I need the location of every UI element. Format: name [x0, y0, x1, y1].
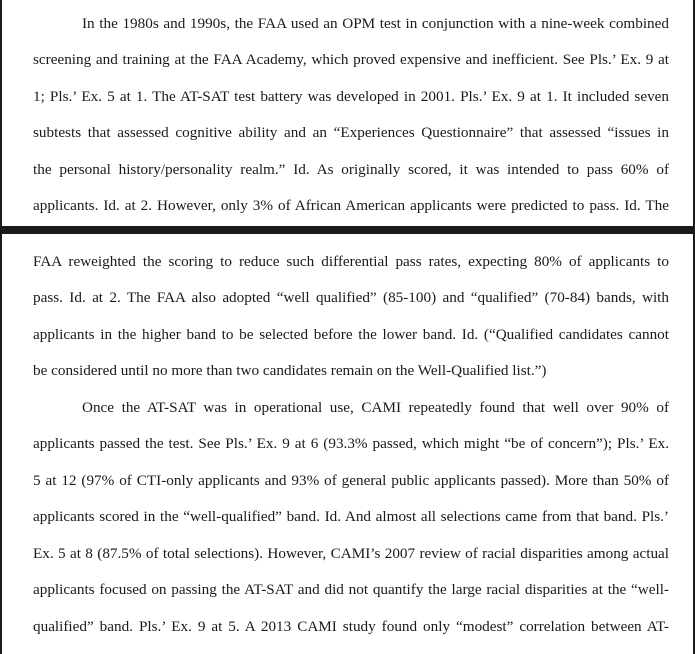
text-line: pass. Id. at 2. The FAA also adopted “well qualified” (85-100) and “qualified” (70-84) bands, with	[33, 289, 669, 306]
text-line: FAA reweighted the scoring to reduce such differential pass rates, expecting 80% of applicants to	[33, 253, 669, 270]
text-line: Ex. 5 at 8 (87.5% of total selections). However, CAMI’s 2007 review of racial disparities among actual	[33, 545, 669, 562]
text-line: applicants focused on passing the AT-SAT and did not quantify the large racial disparities at the “well-	[33, 581, 669, 598]
document-page-top	[2, 0, 693, 226]
text-line: applicants passed the test. See Pls.’ Ex. 9 at 6 (93.3% passed, which might “be of concern”); Pls.’ Ex.	[33, 435, 669, 452]
text-line: the personal history/personality realm.” Id. As originally scored, it was intended to pass 60% of	[33, 161, 669, 178]
text-line: 1; Pls.’ Ex. 5 at 1. The AT-SAT test battery was developed in 2001. Pls.’ Ex. 9 at 1. It included seven	[33, 88, 669, 105]
text-line: qualified” band. Pls.’ Ex. 9 at 5. A 2013 CAMI study found only “modest” correlation between AT-	[33, 618, 669, 635]
text-line: applicants. Id. at 2. However, only 3% of African American applicants were predicted to pass. Id. The	[33, 197, 669, 214]
document-page-bottom	[2, 234, 693, 654]
text-line: applicants scored in the “well-qualified” band. Id. And almost all selections came from that band. Pls.’	[33, 508, 669, 525]
text-line: Once the AT-SAT was in operational use, CAMI repeatedly found that well over 90% of	[82, 399, 669, 416]
text-line: applicants in the higher band to be selected before the lower band. Id. (“Qualified candidates cannot	[33, 326, 669, 343]
text-line: In the 1980s and 1990s, the FAA used an OPM test in conjunction with a nine-week combined	[82, 15, 669, 32]
text-line: screening and training at the FAA Academy, which proved expensive and inefficient. See Pls.’ Ex. 9 at	[33, 51, 669, 68]
text-line: 5 at 12 (97% of CTI-only applicants and 93% of general public applicants passed). More than 50% of	[33, 472, 669, 489]
text-line: subtests that assessed cognitive ability and an “Experiences Questionnaire” that assessed “issues in	[33, 124, 669, 141]
text-line: be considered until no more than two candidates remain on the Well-Qualified list.”)	[33, 362, 547, 379]
